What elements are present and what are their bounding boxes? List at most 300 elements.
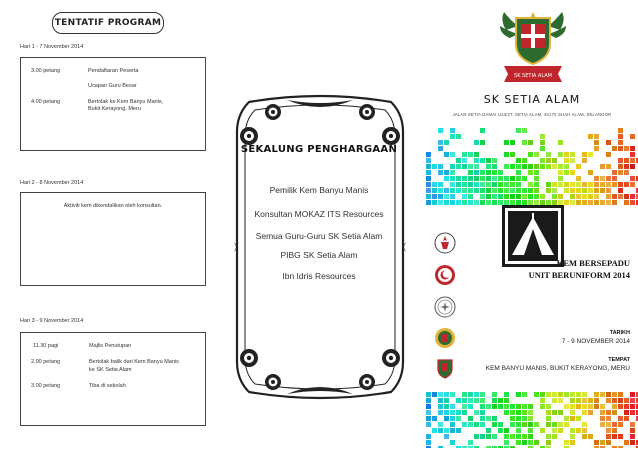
mosaic-pixel (510, 140, 515, 145)
mosaic-pixel (504, 164, 509, 169)
mosaic-pixel (492, 434, 497, 439)
mosaic-pixel (588, 398, 593, 403)
mosaic-pixel (594, 392, 599, 397)
mosaic-pixel (582, 434, 587, 439)
mosaic-pixel (630, 440, 635, 445)
mosaic-pixel (546, 404, 551, 409)
mosaic-pixel (558, 152, 563, 157)
mosaic-pixel (444, 170, 449, 175)
mosaic-pixel (630, 422, 635, 427)
mosaic-pixel (546, 410, 551, 415)
mosaic-pixel (450, 410, 455, 415)
mosaic-pixel (564, 170, 569, 175)
mosaic-pixel (462, 188, 467, 193)
mosaic-pixel (438, 170, 443, 175)
mosaic-pixel (624, 170, 629, 175)
mosaic-pixel (582, 404, 587, 409)
mosaic-pixel (426, 404, 431, 409)
mosaic-pixel (486, 188, 491, 193)
mosaic-pixel (456, 176, 461, 181)
mosaic-pixel (480, 434, 485, 439)
mosaic-pixel (576, 392, 581, 397)
mosaic-pixel (456, 200, 461, 205)
mosaic-pixel (450, 392, 455, 397)
mosaic-pixel (552, 434, 557, 439)
mosaic-pixel (480, 416, 485, 421)
mosaic-pixel (630, 164, 635, 169)
mosaic-pixel (582, 410, 587, 415)
mosaic-pixel (606, 164, 611, 169)
mosaic-pixel (528, 410, 533, 415)
mosaic-pixel (576, 182, 581, 187)
mosaic-pixel (546, 416, 551, 421)
mosaic-pixel (588, 194, 593, 199)
mosaic-pixel (498, 188, 503, 193)
mosaic-pixel (426, 392, 431, 397)
mosaic-pixel (426, 410, 431, 415)
mosaic-pixel (570, 200, 575, 205)
mosaic-pixel (606, 200, 611, 205)
mosaic-pixel (564, 446, 569, 448)
mosaic-pixel (522, 188, 527, 193)
mosaic-pixel (606, 416, 611, 421)
mosaic-pixel (630, 404, 635, 409)
mosaic-pixel (606, 188, 611, 193)
mosaic-pixel (558, 194, 563, 199)
mosaic-pixel (600, 422, 605, 427)
mosaic-pixel (552, 398, 557, 403)
mosaic-pixel (600, 392, 605, 397)
mosaic-pixel (546, 164, 551, 169)
mosaic-pixel (534, 176, 539, 181)
mosaic-pixel (516, 164, 521, 169)
mosaic-pixel (600, 446, 605, 448)
mosaic-pixel (612, 434, 617, 439)
mosaic-pixel (600, 440, 605, 445)
mosaic-pixel (540, 134, 545, 139)
mosaic-pixel (558, 140, 563, 145)
mosaic-pixel (486, 194, 491, 199)
mosaic-pixel (534, 440, 539, 445)
camp-title-line1: KEM BERSEPADU (556, 258, 630, 268)
mosaic-pixel (528, 164, 533, 169)
mosaic-pixel (456, 134, 461, 139)
day3-time-2: 2.00 petang (31, 359, 61, 365)
mosaic-pixel (510, 176, 515, 181)
day1-time-1: 3.00 petang (31, 68, 61, 74)
mosaic-pixel (426, 440, 431, 445)
mosaic-pixel (540, 140, 545, 145)
mosaic-pixel (432, 428, 437, 433)
mosaic-pixel (462, 200, 467, 205)
mosaic-pixel (522, 422, 527, 427)
mosaic-pixel (630, 194, 635, 199)
mosaic-pixel (612, 428, 617, 433)
mosaic-pixel (528, 152, 533, 157)
day3-label: Hari 3 - 9 November 2014 (20, 318, 84, 324)
mosaic-pixel (444, 410, 449, 415)
mosaic-pixel (618, 170, 623, 175)
mosaic-pixel (426, 434, 431, 439)
mosaic-pixel (534, 422, 539, 427)
mosaic-pixel (426, 200, 431, 205)
mosaic-pixel (546, 158, 551, 163)
mosaic-pixel (570, 440, 575, 445)
mosaic-pixel (444, 416, 449, 421)
mosaic-pixel (576, 428, 581, 433)
mosaic-pixel (504, 188, 509, 193)
mosaic-pixel (516, 158, 521, 163)
mosaic-pixel (618, 158, 623, 163)
mosaic-pixel (498, 422, 503, 427)
appreciation-panel (213, 0, 425, 451)
mosaic-pixel (612, 182, 617, 187)
mosaic-pixel (504, 428, 509, 433)
mosaic-pixel (576, 404, 581, 409)
scout-badge-icon (434, 232, 456, 254)
mosaic-pixel (438, 404, 443, 409)
mosaic-pixel (570, 404, 575, 409)
mosaic-pixel (624, 404, 629, 409)
mosaic-pixel (474, 170, 479, 175)
mosaic-pixel (588, 200, 593, 205)
mosaic-pixel (462, 398, 467, 403)
mosaic-pixel (498, 176, 503, 181)
mosaic-pixel (594, 398, 599, 403)
mosaic-pixel (480, 398, 485, 403)
mosaic-pixel (528, 434, 533, 439)
mosaic-pixel (462, 158, 467, 163)
mosaic-pixel (522, 404, 527, 409)
mosaic-pixel (618, 188, 623, 193)
mosaic-pixel (528, 446, 533, 448)
mosaic-pixel (450, 152, 455, 157)
mosaic-pixel (606, 194, 611, 199)
mosaic-pixel (480, 422, 485, 427)
day1-box (20, 57, 206, 151)
mosaic-pixel (486, 404, 491, 409)
mosaic-pixel (618, 404, 623, 409)
mosaic-pixel (576, 176, 581, 181)
mosaic-pixel (522, 434, 527, 439)
mosaic-pixel (450, 200, 455, 205)
mosaic-pixel (438, 146, 443, 151)
mosaic-pixel (516, 182, 521, 187)
mosaic-pixel (606, 434, 611, 439)
appreciation-line-1: Pemilik Kem Banyu Manis (269, 185, 369, 195)
mosaic-pixel (588, 182, 593, 187)
place-value: KEM BANYU MANIS, BUKIT KERAYONG, MERU (485, 365, 630, 372)
ornamental-frame (227, 92, 413, 402)
mosaic-pixel (606, 410, 611, 415)
mosaic-pixel (480, 128, 485, 133)
mosaic-pixel (582, 392, 587, 397)
mosaic-pixel (516, 128, 521, 133)
mosaic-pixel (474, 446, 479, 448)
mosaic-pixel (606, 152, 611, 157)
mosaic-pixel (540, 398, 545, 403)
mosaic-pixel (450, 176, 455, 181)
appreciation-line-2: Konsultan MOKAZ ITS Resources (254, 209, 384, 219)
mosaic-pixel (552, 188, 557, 193)
mosaic-pixel (480, 392, 485, 397)
mosaic-pixel (438, 446, 443, 448)
mosaic-pixel (462, 392, 467, 397)
mosaic-pixel (516, 422, 521, 427)
mosaic-pixel (612, 194, 617, 199)
mosaic-pixel (462, 182, 467, 187)
mosaic-pixel (624, 440, 629, 445)
mosaic-pixel (594, 182, 599, 187)
mosaic-pixel (564, 416, 569, 421)
mosaic-pixel (570, 398, 575, 403)
mosaic-pixel (582, 158, 587, 163)
mosaic-pixel (618, 128, 623, 133)
mosaic-pixel (630, 176, 635, 181)
mosaic-pixel (624, 194, 629, 199)
mosaic-pixel (552, 182, 557, 187)
mosaic-pixel (492, 158, 497, 163)
mosaic-pixel (474, 200, 479, 205)
mosaic-pixel (630, 146, 635, 151)
mosaic-pixel (522, 158, 527, 163)
program-title: TENTATIF PROGRAM (52, 12, 164, 34)
mosaic-pixel (612, 170, 617, 175)
mosaic-pixel (516, 392, 521, 397)
mosaic-pixel (444, 140, 449, 145)
mosaic-pixel (468, 446, 473, 448)
mosaic-pixel (510, 446, 515, 448)
mosaic-pixel (480, 410, 485, 415)
red-crescent-badge-icon (434, 264, 456, 286)
mosaic-pixel (486, 164, 491, 169)
mosaic-pixel (600, 404, 605, 409)
mosaic-pixel (552, 428, 557, 433)
day1-activity-2: Ucapan Guru Besar (88, 83, 137, 89)
mosaic-pixel (426, 416, 431, 421)
school-name: SK SETIA ALAM (483, 93, 581, 106)
mosaic-pixel (474, 152, 479, 157)
mosaic-pixel (570, 152, 575, 157)
mosaic-pixel (570, 170, 575, 175)
camp-title (529, 257, 630, 281)
mosaic-pixel (540, 164, 545, 169)
day3-activity-1: Majlis Penutupan (89, 343, 132, 349)
mosaic-pixel (492, 392, 497, 397)
day2-label: Hari 2 - 8 November 2014 (20, 180, 84, 186)
mosaic-pixel (516, 170, 521, 175)
mosaic-pixel (576, 188, 581, 193)
mosaic-pixel (522, 194, 527, 199)
mosaic-pixel (510, 416, 515, 421)
mosaic-pixel (438, 128, 443, 133)
mosaic-pixel (570, 434, 575, 439)
police-cadet-badge-icon (434, 327, 456, 349)
mosaic-pixel (558, 422, 563, 427)
mosaic-pixel (492, 200, 497, 205)
mosaic-pixel (468, 404, 473, 409)
mosaic-pixel (468, 164, 473, 169)
date-label: TARIKH (609, 330, 630, 336)
mosaic-pixel (534, 152, 539, 157)
mosaic-pixel (522, 410, 527, 415)
mosaic-pixel (438, 410, 443, 415)
mosaic-pixel (498, 194, 503, 199)
mosaic-pixel (468, 200, 473, 205)
mosaic-pixel (618, 422, 623, 427)
mosaic-pixel (546, 188, 551, 193)
mosaic-pixel (426, 188, 431, 193)
mosaic-pixel (462, 422, 467, 427)
day1-time-3: 4.00 petang (31, 99, 61, 105)
mosaic-pixel (558, 398, 563, 403)
mosaic-pixel (534, 188, 539, 193)
mosaic-pixel (468, 194, 473, 199)
mosaic-pixel (492, 422, 497, 427)
mosaic-pixel (444, 434, 449, 439)
mosaic-pixel (528, 194, 533, 199)
mosaic-pixel (480, 170, 485, 175)
mosaic-pixel (468, 416, 473, 421)
mosaic-pixel (594, 134, 599, 139)
mosaic-pixel (492, 398, 497, 403)
mosaic-pixel (540, 446, 545, 448)
day1-activity-3: Bertolak ke Kem Banyu Manis, (88, 99, 164, 105)
mosaic-pixel (492, 188, 497, 193)
mosaic-pixel (534, 182, 539, 187)
mosaic-pixel (534, 194, 539, 199)
mosaic-pixel (576, 398, 581, 403)
mosaic-pixel (492, 170, 497, 175)
mosaic-pixel (624, 200, 629, 205)
school-crest-icon (498, 8, 568, 84)
mosaic-pixel (612, 392, 617, 397)
mosaic-pixel (510, 194, 515, 199)
mosaic-pixel (462, 404, 467, 409)
mosaic-pixel (480, 158, 485, 163)
mosaic-pixel (444, 392, 449, 397)
mosaic-pixel (474, 140, 479, 145)
day2-note: Aktiviti kem dikendalikan oleh konsultan. (63, 203, 163, 209)
school-crest-badge-icon (434, 357, 456, 379)
mosaic-pixel (492, 182, 497, 187)
mosaic-pixel (564, 392, 569, 397)
crest-ribbon-text: SK SETIA ALAM (514, 73, 552, 79)
mosaic-pixel (456, 428, 461, 433)
mosaic-pixel (444, 152, 449, 157)
mosaic-pixel (474, 182, 479, 187)
mosaic-pixel (558, 164, 563, 169)
mosaic-pixel (588, 170, 593, 175)
mosaic-pixel (624, 410, 629, 415)
mosaic-pixel (432, 182, 437, 187)
mosaic-pixel (576, 194, 581, 199)
mosaic-pixel (594, 440, 599, 445)
mosaic-pixel (456, 164, 461, 169)
mosaic-pixel (444, 404, 449, 409)
mosaic-pixel (504, 434, 509, 439)
mosaic-pixel (462, 176, 467, 181)
mosaic-pixel (516, 440, 521, 445)
mosaic-pixel (492, 176, 497, 181)
day3-time-4: 3.00 petang (31, 383, 61, 389)
mosaic-pixel (540, 392, 545, 397)
mosaic-pixel (618, 182, 623, 187)
mosaic-pixel (552, 392, 557, 397)
mosaic-pixel (462, 446, 467, 448)
mosaic-pixel (588, 410, 593, 415)
mosaic-pixel (522, 392, 527, 397)
mosaic-pixel (594, 446, 599, 448)
mosaic-pixel (540, 158, 545, 163)
mosaic-pixel (624, 146, 629, 151)
mosaic-pixel (552, 422, 557, 427)
day1-label: Hari 1 - 7 November 2014 (20, 44, 84, 50)
mosaic-pixel (618, 140, 623, 145)
mosaic-pixel (486, 158, 491, 163)
mosaic-pixel (492, 164, 497, 169)
mosaic-pixel (564, 422, 569, 427)
mosaic-pixel (612, 422, 617, 427)
mosaic-pixel (426, 158, 431, 163)
mosaic-pixel (504, 392, 509, 397)
mosaic-pixel (624, 164, 629, 169)
mosaic-pixel (588, 188, 593, 193)
mosaic-pixel (564, 188, 569, 193)
mosaic-pixel (426, 398, 431, 403)
mosaic-pixel (630, 200, 635, 205)
mosaic-pixel (498, 398, 503, 403)
mosaic-pixel (492, 446, 497, 448)
mosaic-pixel (606, 428, 611, 433)
mosaic-pixel (468, 176, 473, 181)
mosaic-pixel (582, 398, 587, 403)
mosaic-pixel (438, 428, 443, 433)
mosaic-pixel (522, 140, 527, 145)
mosaic-pixel (630, 428, 635, 433)
mosaic-pixel (522, 440, 527, 445)
mosaic-pixel (486, 416, 491, 421)
mosaic-pixel (618, 164, 623, 169)
mosaic-pixel (426, 152, 431, 157)
mosaic-pixel (486, 170, 491, 175)
mosaic-pixel (516, 188, 521, 193)
appreciation-line-3: Semua Guru-Guru SK Setia Alam (255, 231, 383, 241)
day1-activity-1: Pendaftaran Peserta (88, 68, 139, 74)
mosaic-pixel (564, 152, 569, 157)
mosaic-pixel (504, 140, 509, 145)
mosaic-pixel (558, 410, 563, 415)
mosaic-pixel (438, 422, 443, 427)
mosaic-pixel (594, 194, 599, 199)
mosaic-pixel (606, 182, 611, 187)
program-panel (0, 0, 212, 451)
mosaic-pixel (528, 140, 533, 145)
mosaic-pixel (516, 410, 521, 415)
mosaic-pixel (456, 182, 461, 187)
mosaic-pixel (612, 398, 617, 403)
mosaic-pixel (462, 194, 467, 199)
mosaic-pixel (438, 182, 443, 187)
mosaic-pixel (426, 194, 431, 199)
mosaic-pixel (432, 392, 437, 397)
mosaic-pixel (486, 200, 491, 205)
mosaic-pixel (624, 182, 629, 187)
appreciation-line-5: Ibn Idris Resources (282, 271, 356, 281)
day3-time-1: 11.30 pagi (33, 343, 59, 349)
mosaic-pixel (564, 404, 569, 409)
mosaic-pixel (558, 182, 563, 187)
